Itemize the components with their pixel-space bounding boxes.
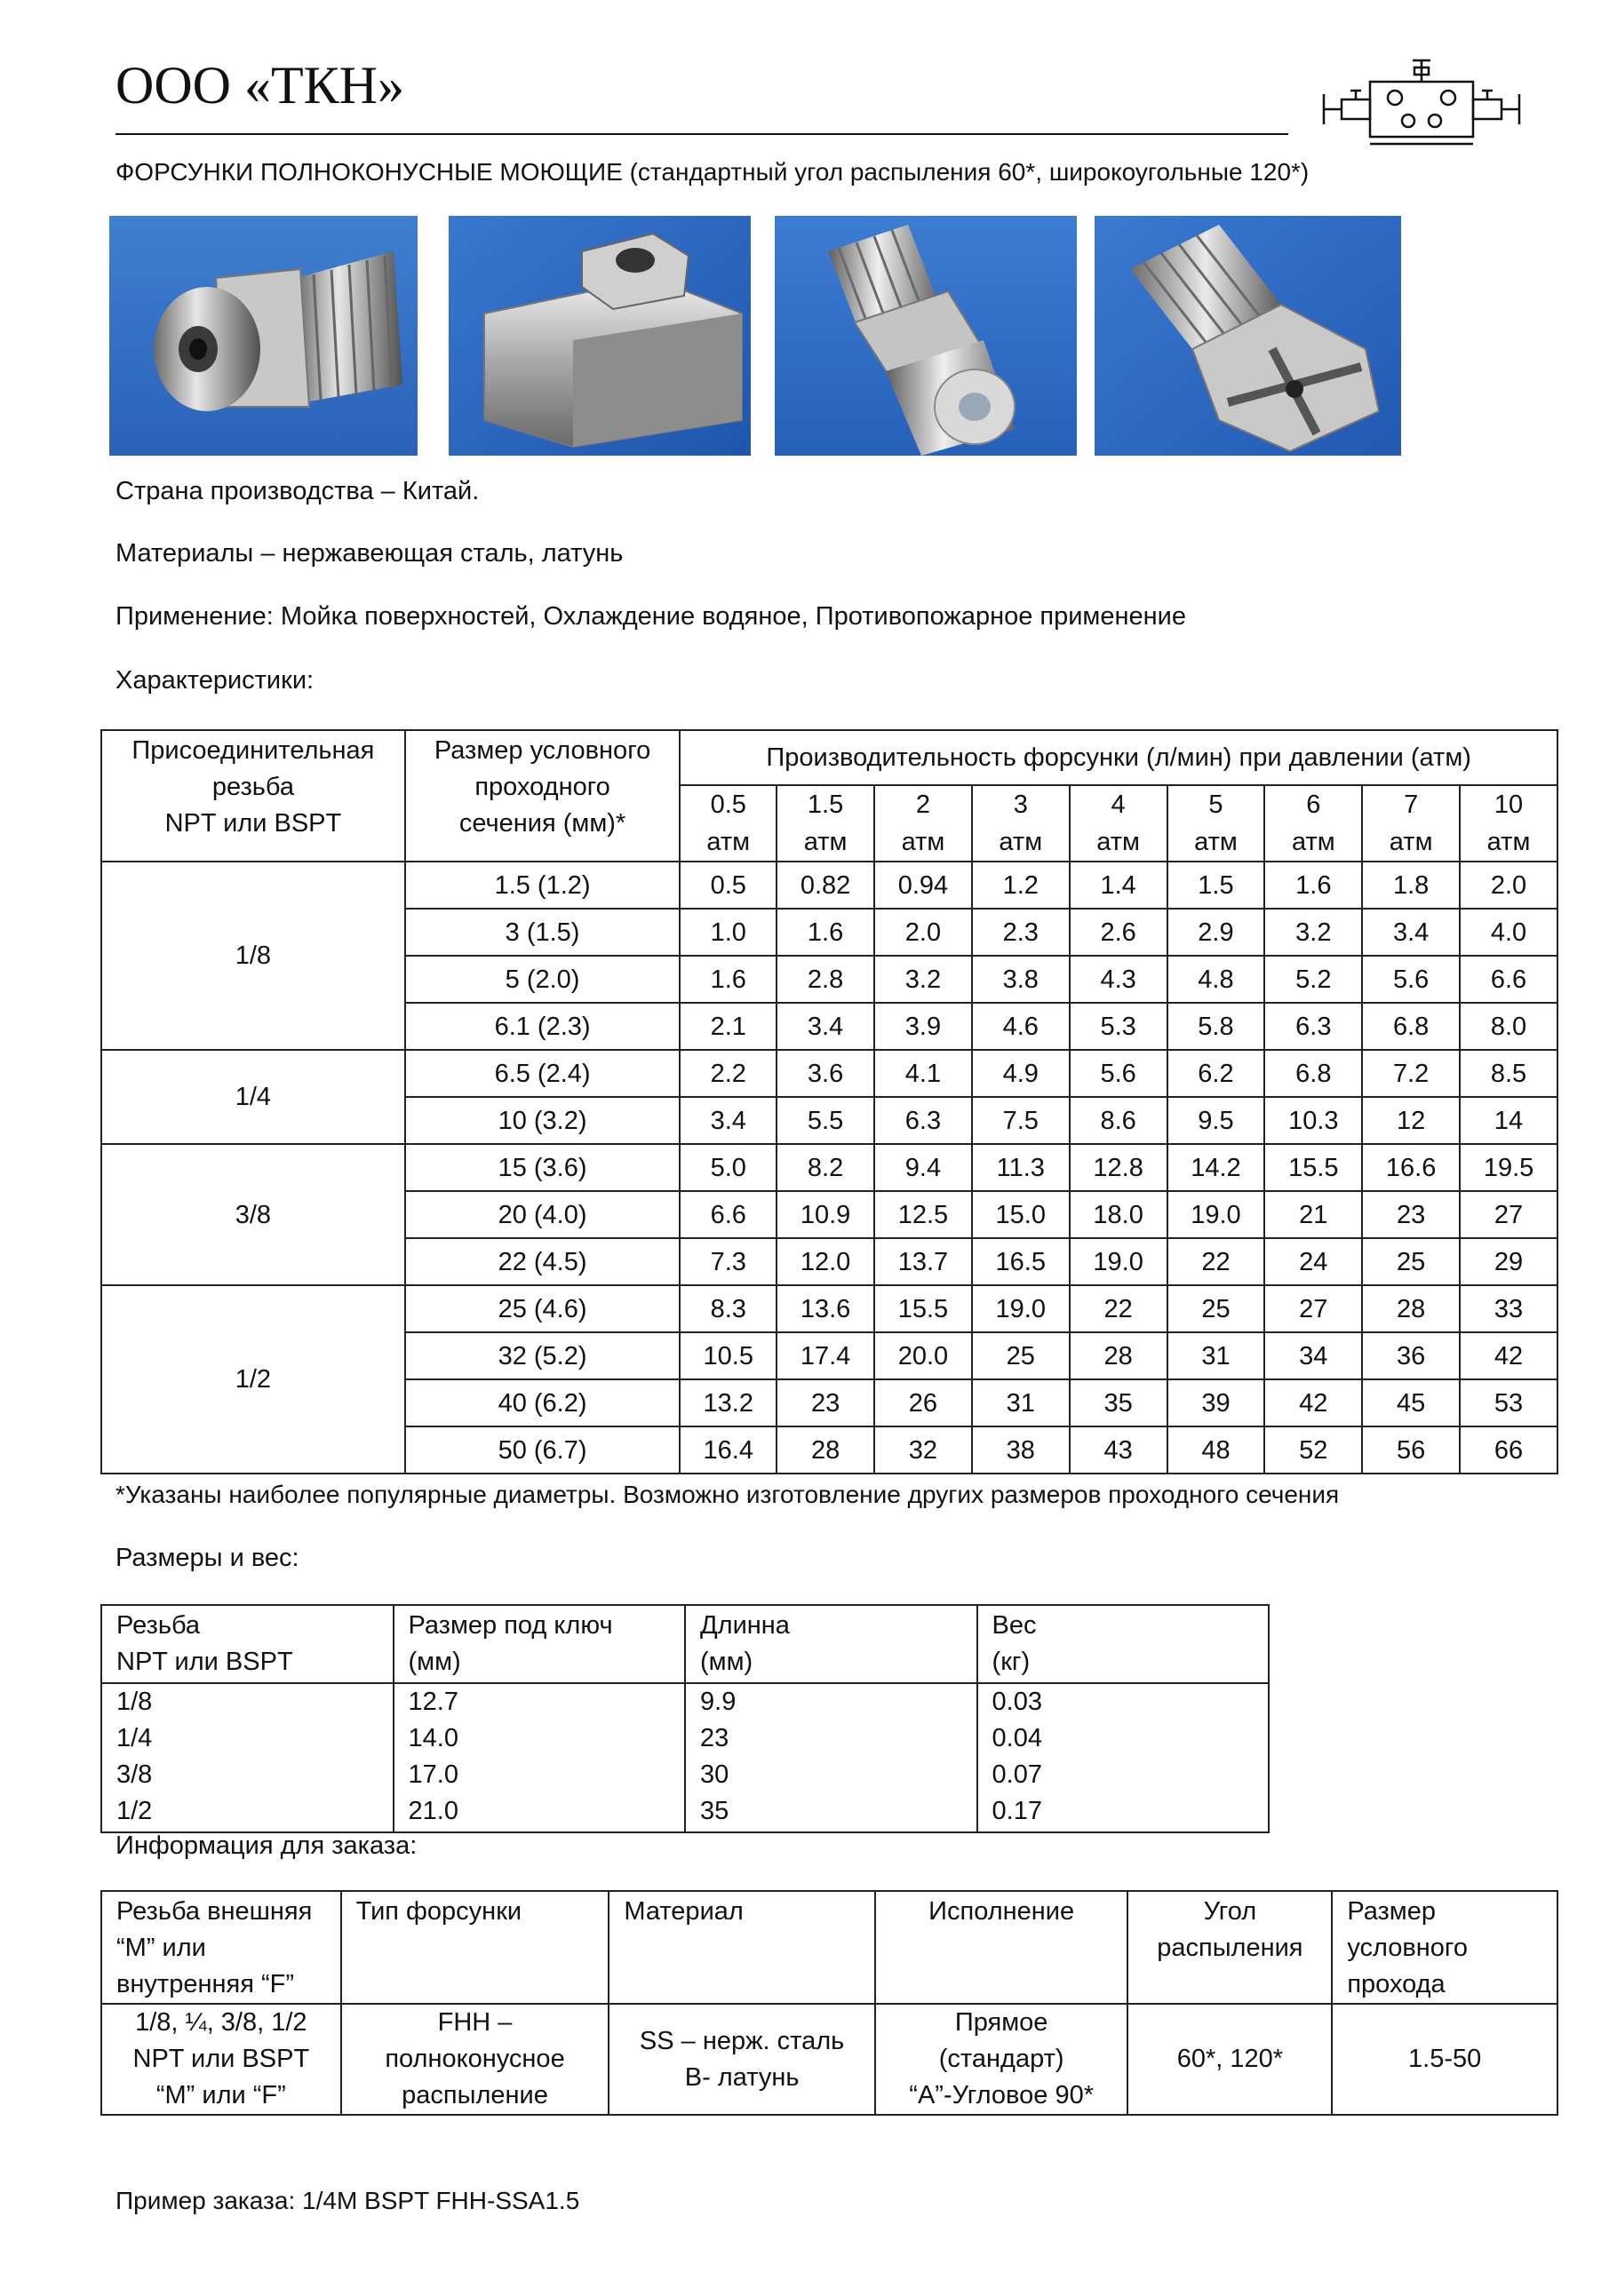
cell-line: распыление [402,2081,548,2109]
flow-value-cell: 3.6 [777,1050,874,1097]
dims-cell: 17.0 [394,1757,686,1793]
flow-value-cell: 7.3 [680,1238,777,1285]
nominal-size-cell: 10 (3.2) [405,1097,681,1144]
cell-line: B- латунь [684,2062,800,2092]
cell-line: “A”-Угловое 90* [909,2081,1094,2109]
nominal-size-cell: 22 (4.5) [405,1238,681,1285]
dims-cell: 3/8 [101,1757,394,1793]
flow-value-cell: 31 [1167,1332,1265,1379]
flow-value-cell: 16.5 [972,1238,1070,1285]
dims-header [101,1605,394,1683]
order-cell [341,2004,609,2115]
cell-line: Угол [1203,1897,1257,1926]
flow-value-cell: 66 [1460,1426,1557,1474]
thread-size-cell: 1/8 [101,862,405,1050]
nominal-size-cell: 3 (1.5) [405,909,681,956]
cell-line: Материал [624,1897,744,1926]
flow-value-cell: 23 [1362,1191,1460,1238]
nozzle-photo-4 [1095,216,1401,456]
dims-cell: 0.07 [977,1757,1269,1793]
cell-line: “M” или [116,1934,206,1962]
order-header [609,1891,874,2004]
dims-cell: 0.03 [977,1683,1269,1720]
cell-line: внутренняя “F” [116,1970,294,1998]
nominal-size-cell: 5 (2.0) [405,956,681,1003]
pressure-header: 10 атм [1460,785,1557,862]
nozzle-photo-3 [775,216,1077,456]
flow-value-cell: 2.0 [1460,862,1557,909]
flow-value-cell: 6.6 [1460,956,1557,1003]
thread-size-cell: 3/8 [101,1144,405,1285]
flow-value-cell: 42 [1460,1332,1557,1379]
flow-value-cell: 0.82 [777,862,874,909]
cell-line: NPT или BSPT [116,1648,293,1676]
cell-line: Исполнение [928,1897,1075,1926]
flow-value-cell: 6.8 [1264,1050,1362,1097]
pressure-header: 7 атм [1362,785,1460,862]
cell-line: Длинна [700,1611,790,1640]
flow-value-cell: 6.3 [1264,1003,1362,1050]
dims-cell: 21.0 [394,1793,686,1832]
flow-value-cell: 45 [1362,1379,1460,1426]
flow-value-cell: 2.9 [1167,909,1265,956]
flow-value-cell: 6.3 [874,1097,972,1144]
dims-cell: 35 [685,1793,977,1832]
order-cell [1127,2004,1332,2115]
flow-value-cell: 13.7 [874,1238,972,1285]
flow-value-cell: 19.0 [1070,1238,1167,1285]
nominal-size-cell: 6.5 (2.4) [405,1050,681,1097]
flow-value-cell: 6.6 [680,1191,777,1238]
flow-value-cell: 36 [1362,1332,1460,1379]
pressure-header: 6 атм [1264,785,1362,862]
flow-value-cell: 4.6 [972,1003,1070,1050]
cell-line: FHH – [437,2008,513,2037]
flow-value-cell: 14 [1460,1097,1557,1144]
order-header [875,1891,1128,2004]
flow-value-cell: 13.6 [777,1285,874,1332]
cell-line: “M” или “F” [155,2081,286,2109]
flow-value-cell: 10.3 [1264,1097,1362,1144]
flow-value-cell: 8.2 [777,1144,874,1191]
order-header [1127,1891,1332,2004]
flow-value-cell: 19.0 [1167,1191,1265,1238]
header-size: Размер условного проходного сечения (мм)* [405,730,681,862]
flow-value-cell: 1.6 [680,956,777,1003]
flow-value-cell: 12 [1362,1097,1460,1144]
flow-value-cell: 29 [1460,1238,1557,1285]
flow-value-cell: 8.3 [680,1285,777,1332]
flow-value-cell: 2.1 [680,1003,777,1050]
flow-value-cell: 28 [1070,1332,1167,1379]
flow-value-cell: 15.0 [972,1191,1070,1238]
order-example: Пример заказа: 1/4M BSPT FHH-SSA1.5 [116,2187,580,2214]
pressure-header: 1.5 атм [777,785,874,862]
order-header [101,1891,341,2004]
flow-value-cell: 34 [1264,1332,1362,1379]
flow-value-cell: 39 [1167,1379,1265,1426]
cell-line: Прямое [954,2008,1048,2037]
application-text: Применение: Мойка поверхностей, Охлаждение водяное, Противопожарное применение [116,602,1186,631]
flow-value-cell: 7.5 [972,1097,1070,1144]
footnote: *Указаны наиболее популярные диаметры. Возможно изготовление других размеров проходного сечения [116,1481,1340,1508]
flow-value-cell: 32 [874,1426,972,1474]
thread-size-cell: 1/2 [101,1285,405,1474]
valve-manifold-logo [1315,55,1528,153]
flow-value-cell: 5.6 [1362,956,1460,1003]
cell-line: условного [1347,1934,1468,1962]
dims-cell: 0.04 [977,1720,1269,1757]
flow-value-cell: 2.8 [777,956,874,1003]
flow-value-cell: 3.2 [874,956,972,1003]
flow-value-cell: 3.9 [874,1003,972,1050]
flow-value-cell: 28 [1362,1285,1460,1332]
flow-value-cell: 43 [1070,1426,1167,1474]
cell-line: 1/8, ¼, 3/8, 1/2 [135,2008,307,2037]
flow-value-cell: 33 [1460,1285,1557,1332]
flow-value-cell: 56 [1362,1426,1460,1474]
flow-value-cell: 4.8 [1167,956,1265,1003]
flow-value-cell: 19.5 [1460,1144,1557,1191]
flow-value-cell: 42 [1264,1379,1362,1426]
nozzle-photo-2 [449,216,751,456]
nominal-size-cell: 25 (4.6) [405,1285,681,1332]
flow-value-cell: 3.4 [680,1097,777,1144]
company-name: ООО «ТКН» [116,56,404,115]
flow-value-cell: 5.8 [1167,1003,1265,1050]
flow-value-cell: 9.5 [1167,1097,1265,1144]
nominal-size-cell: 50 (6.7) [405,1426,681,1474]
flow-value-cell: 2.3 [972,909,1070,956]
pressure-header: 3 атм [972,785,1070,862]
table-row [101,1793,1269,1832]
dims-cell: 0.17 [977,1793,1269,1832]
nominal-size-cell: 1.5 (1.2) [405,862,681,909]
flow-value-cell: 23 [777,1379,874,1426]
cell-line: Тип форсунки [355,1897,522,1926]
flow-value-cell: 2.6 [1070,909,1167,956]
cell-line: Резьба внешняя [116,1897,313,1926]
flow-value-cell: 4.0 [1460,909,1557,956]
flow-value-cell: 10.9 [777,1191,874,1238]
dims-cell: 9.9 [685,1683,977,1720]
cell-line: (мм) [408,1648,461,1676]
flow-value-cell: 17.4 [777,1332,874,1379]
dims-cell: 1/4 [101,1720,394,1757]
dims-header [394,1605,686,1683]
flow-value-cell: 4.9 [972,1050,1070,1097]
nozzle-photo-1 [109,216,418,456]
dims-cell: 1/2 [101,1793,394,1832]
table-row [101,1144,1557,1191]
flow-value-cell: 25 [1362,1238,1460,1285]
dims-header [977,1605,1269,1683]
flow-value-cell: 15.5 [1264,1144,1362,1191]
materials-text: Материалы – нержавеющая сталь, латунь [116,539,624,568]
cell-line: Размер под ключ [408,1611,613,1640]
flow-value-cell: 11.3 [972,1144,1070,1191]
flow-value-cell: 1.4 [1070,862,1167,909]
cell-line: прохода [1347,1970,1446,1998]
flow-value-cell: 53 [1460,1379,1557,1426]
cell-line: (кг) [992,1648,1031,1676]
flow-value-cell: 4.3 [1070,956,1167,1003]
flow-value-cell: 0.94 [874,862,972,909]
flow-value-cell: 26 [874,1379,972,1426]
flow-value-cell: 8.0 [1460,1003,1557,1050]
flow-value-cell: 6.8 [1362,1003,1460,1050]
flow-value-cell: 25 [972,1332,1070,1379]
flow-value-cell: 20.0 [874,1332,972,1379]
page-subtitle: ФОРСУНКИ ПОЛНОКОНУСНЫЕ МОЮЩИЕ (стандартный угол распыления 60*, широкоугольные 120*) [116,158,1310,186]
flow-value-cell: 2.0 [874,909,972,956]
dimensions-title: Размеры и вес: [116,1544,299,1572]
flow-value-cell: 1.0 [680,909,777,956]
header-thread: Присоединительная резьба NPT или BSPT [101,730,405,862]
flow-value-cell: 1.8 [1362,862,1460,909]
nominal-size-cell: 32 (5.2) [405,1332,681,1379]
flow-value-cell: 28 [777,1426,874,1474]
cell-line: Размер [1347,1897,1436,1926]
table-row [101,1050,1557,1097]
flow-value-cell: 2.2 [680,1050,777,1097]
order-cell [101,2004,341,2115]
country-text: Страна производства – Китай. [116,477,480,505]
flow-value-cell: 13.2 [680,1379,777,1426]
pressure-header: 0.5 атм [680,785,777,862]
pressure-header: 5 атм [1167,785,1265,862]
header-performance: Производительность форсунки (л/мин) при давлении (атм) [680,730,1557,785]
flow-value-cell: 12.0 [777,1238,874,1285]
thread-size-cell: 1/4 [101,1050,405,1144]
dims-cell: 14.0 [394,1720,686,1757]
flow-value-cell: 3.4 [1362,909,1460,956]
flow-value-cell: 5.5 [777,1097,874,1144]
flow-value-cell: 8.5 [1460,1050,1557,1097]
flow-value-cell: 27 [1460,1191,1557,1238]
flow-value-cell: 12.5 [874,1191,972,1238]
flow-value-cell: 22 [1070,1285,1167,1332]
flow-value-cell: 35 [1070,1379,1167,1426]
flow-value-cell: 22 [1167,1238,1265,1285]
flow-value-cell: 1.6 [777,909,874,956]
flow-value-cell: 4.1 [874,1050,972,1097]
flow-value-cell: 25 [1167,1285,1265,1332]
performance-table [100,729,1558,1474]
order-cell [1332,2004,1557,2115]
flow-value-cell: 8.6 [1070,1097,1167,1144]
order-cell [875,2004,1128,2115]
flow-value-cell: 19.0 [972,1285,1070,1332]
cell-line: Вес [992,1611,1037,1640]
flow-value-cell: 31 [972,1379,1070,1426]
dims-cell: 23 [685,1720,977,1757]
flow-value-cell: 15.5 [874,1285,972,1332]
order-cell [609,2004,874,2115]
nominal-size-cell: 20 (4.0) [405,1191,681,1238]
order-table [100,1890,1558,2116]
table-row [101,1683,1269,1720]
flow-value-cell: 10.5 [680,1332,777,1379]
cell-line: SS – нерж. сталь [639,2026,845,2055]
flow-value-cell: 18.0 [1070,1191,1167,1238]
flow-value-cell: 3.2 [1264,909,1362,956]
nominal-size-cell: 40 (6.2) [405,1379,681,1426]
flow-value-cell: 48 [1167,1426,1265,1474]
order-info-title: Информация для заказа: [116,1831,418,1860]
flow-value-cell: 3.8 [972,956,1070,1003]
flow-value-cell: 16.4 [680,1426,777,1474]
flow-value-cell: 3.4 [777,1003,874,1050]
table-row [101,1720,1269,1757]
flow-value-cell: 27 [1264,1285,1362,1332]
flow-value-cell: 21 [1264,1191,1362,1238]
cell-line: распыления [1157,1934,1303,1962]
cell-line: полноконусное [385,2045,565,2073]
cell-line: 60*, 120* [1176,2045,1284,2073]
cell-line: NPT или BSPT [132,2045,310,2073]
flow-value-cell: 1.6 [1264,862,1362,909]
dims-cell: 1/8 [101,1683,394,1720]
flow-value-cell: 0.5 [680,862,777,909]
flow-value-cell: 38 [972,1426,1070,1474]
pressure-header: 4 атм [1070,785,1167,862]
header-rule [116,133,1288,135]
flow-value-cell: 5.6 [1070,1050,1167,1097]
flow-value-cell: 1.2 [972,862,1070,909]
flow-value-cell: 9.4 [874,1144,972,1191]
dimensions-table [100,1604,1270,1833]
flow-value-cell: 1.5 [1167,862,1265,909]
flow-value-cell: 7.2 [1362,1050,1460,1097]
table-row [101,1285,1557,1332]
characteristics-label: Характеристики: [116,666,315,695]
dims-cell: 12.7 [394,1683,686,1720]
dims-header [685,1605,977,1683]
flow-value-cell: 14.2 [1167,1144,1265,1191]
flow-value-cell: 5.3 [1070,1003,1167,1050]
flow-value-cell: 5.0 [680,1144,777,1191]
dims-cell: 30 [685,1757,977,1793]
cell-line: (мм) [700,1648,753,1676]
cell-line: 1.5-50 [1408,2045,1482,2073]
nominal-size-cell: 6.1 (2.3) [405,1003,681,1050]
nominal-size-cell: 15 (3.6) [405,1144,681,1191]
flow-value-cell: 24 [1264,1238,1362,1285]
pressure-header: 2 атм [874,785,972,862]
order-header [341,1891,609,2004]
cell-line: (стандарт) [938,2045,1064,2073]
flow-value-cell: 16.6 [1362,1144,1460,1191]
flow-value-cell: 6.2 [1167,1050,1265,1097]
table-row [101,862,1557,909]
flow-value-cell: 5.2 [1264,956,1362,1003]
table-row [101,1757,1269,1793]
cell-line: Резьба [116,1611,201,1640]
flow-value-cell: 52 [1264,1426,1362,1474]
order-header [1332,1891,1557,2004]
flow-value-cell: 12.8 [1070,1144,1167,1191]
